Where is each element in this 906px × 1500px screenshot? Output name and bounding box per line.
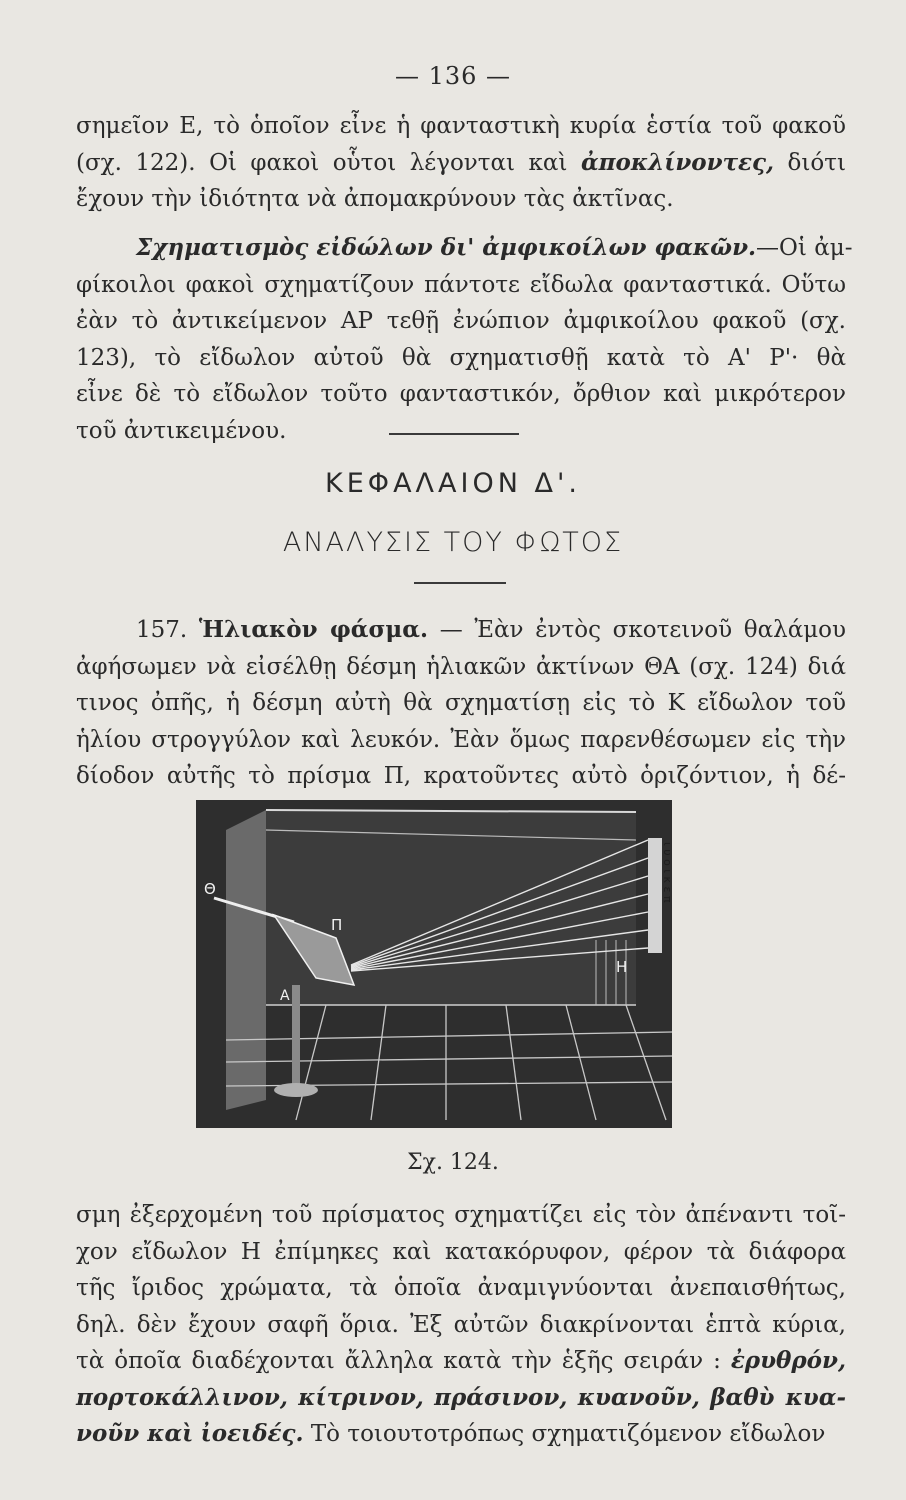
text-line xyxy=(76,1380,846,1417)
chapter-label: ΚΕΦΑΛΑΙΟΝ Δ'. xyxy=(325,468,581,499)
text-line: φίκοιλοι φακοὶ σχηματίζουν πάντοτε εἴδωλα φανταστικά. Οὕτω xyxy=(76,271,846,298)
text-line: ἀφήσωμεν νὰ εἰσέλθῃ δέσμη ἡλιακῶν ἀκτίνων ΘΑ (σχ. 124) διά xyxy=(76,653,846,680)
paragraph-diverging-lenses xyxy=(76,108,846,218)
text-line: 157. Ἡλιακὸν φάσμα. — Ἐὰν ἐντὸς σκοτεινοῦ θαλάμου xyxy=(136,616,847,643)
color-violet: ἰοειδές. xyxy=(200,1420,304,1447)
label-pi: Π xyxy=(331,916,343,934)
color-red: ἐρυθρόν, xyxy=(730,1347,846,1374)
color-green: πράσινον, xyxy=(434,1383,568,1411)
text-line: ἡλίου στρογγύλον καὶ λευκόν. Ἐὰν ὅμως παρενθέσωμεν εἰς τὴν xyxy=(76,726,846,753)
paragraph-concave-lens-images xyxy=(76,230,853,449)
chapter-title: ΑΝΑΛΥΣΙΣ ΤΟΥ ΦΩΤΟΣ xyxy=(282,527,624,558)
text-line: 123), τὸ εἴδωλον αὐτοῦ θὰ σχηματισθῇ κατὰ τὸ Α' Ρ'· θὰ xyxy=(76,344,846,371)
label-eta: Η xyxy=(616,958,628,976)
text-line: χον εἴδωλον Η ἐπίμηκες καὶ κατακόρυφον, φέρον τὰ διάφορα xyxy=(76,1238,846,1265)
text-line: τινος ὀπῆς, ἡ δέσμη αὐτὴ θὰ σχηματίσῃ εἰς τὸ Κ εἴδωλον τοῦ xyxy=(76,690,846,716)
paragraph-spectrum-colors xyxy=(76,1197,846,1453)
color-deep-blue-cont: νοῦν καὶ xyxy=(76,1420,194,1447)
text-line: σμη ἐξερχομένη τοῦ πρίσματος σχηματίζει εἰς τὸν ἀπέναντι τοῖ- xyxy=(76,1202,846,1228)
text-line: δηλ. δὲν ἔχουν σαφῆ ὅρια. Ἐξ αὐτῶν διακρίνονται ἑπτὰ κύρια, xyxy=(76,1311,846,1338)
text-line: εἶνε δὲ τὸ εἴδωλον τοῦτο φανταστικόν, ὄρθιον καὶ μικρότερον xyxy=(76,381,846,407)
color-blue: κυανοῦν, xyxy=(577,1383,700,1411)
color-orange: πορτοκάλλινον, xyxy=(76,1383,288,1411)
label-theta: Θ xyxy=(204,880,216,898)
text-line: ἐὰν τὸ ἀντικείμενον ΑΡ τεθῇ ἐνώπιον ἀμφικοίλου φακοῦ (σχ. xyxy=(76,308,846,334)
text-line: τὰ ὁποῖα διαδέχονται ἄλληλα κατὰ τὴν ἑξῆς σειράν : ἐρυθρόν, xyxy=(76,1347,846,1374)
spectrum-band xyxy=(648,838,662,953)
text-line: τῆς ἴριδος χρώματα, τὰ ὁποῖα ἀναμιγνύονται ἀνεπαισθήτως, xyxy=(76,1275,846,1301)
label-alpha: Α xyxy=(280,988,290,1004)
left-panel xyxy=(226,810,266,1110)
text-line: Σχηματισμὸς εἰδώλων δι' ἀμφικοίλων φακῶν.—Οἱ ἀμ- xyxy=(136,234,853,261)
text-line: τοῦ ἀντικειμένου. xyxy=(76,417,287,444)
text-line: σημεῖον Ε, τὸ ὁποῖον εἶνε ἡ φανταστικὴ κυρία ἑστία τοῦ φακοῦ xyxy=(76,113,846,139)
text-line: δίοδον αὐτῆς τὸ πρίσμα Π, κρατοῦντες αὐτὸ ὁριζόντιον, ἡ δέ- xyxy=(76,763,846,789)
section-heading: Ἡλιακὸν φάσμα. xyxy=(198,616,428,643)
text-line: ἔχουν τὴν ἰδιότητα νὰ ἀπομακρύνουν τὰς ἀκτῖνας. xyxy=(76,186,674,212)
page-number: — 136 — xyxy=(394,62,512,90)
spectrum-letters: ι υ ο ι κ ε π xyxy=(661,842,674,903)
section-157 xyxy=(76,612,846,795)
term-diverging: ἀποκλίνοντες, xyxy=(580,148,775,176)
section-divider xyxy=(389,433,519,435)
figure-caption: Σχ. 124. xyxy=(407,1150,499,1175)
prism-stand xyxy=(292,985,300,1085)
title-divider xyxy=(414,582,506,584)
text-line: (σχ. 122). Οἱ φακοὶ οὗτοι λέγονται καὶ ἀποκλίνοντες, διότι xyxy=(76,148,847,176)
text-line: νοῦν καὶ ἰοειδές. Τὸ τοιουτοτρόπως σχηματιζόμενον εἴδωλον xyxy=(76,1420,826,1447)
figure-drawing xyxy=(196,800,672,1128)
color-deep-blue: βαθὺ κυα- xyxy=(710,1383,847,1411)
subheading-image-formation: Σχηματισμὸς εἰδώλων δι' ἀμφικοίλων φακῶν. xyxy=(136,234,757,261)
color-yellow: κίτρινον, xyxy=(298,1383,424,1411)
stand-base xyxy=(274,1083,318,1097)
section-number: 157. xyxy=(136,617,188,643)
figure-spectrum-chamber xyxy=(196,800,672,1128)
